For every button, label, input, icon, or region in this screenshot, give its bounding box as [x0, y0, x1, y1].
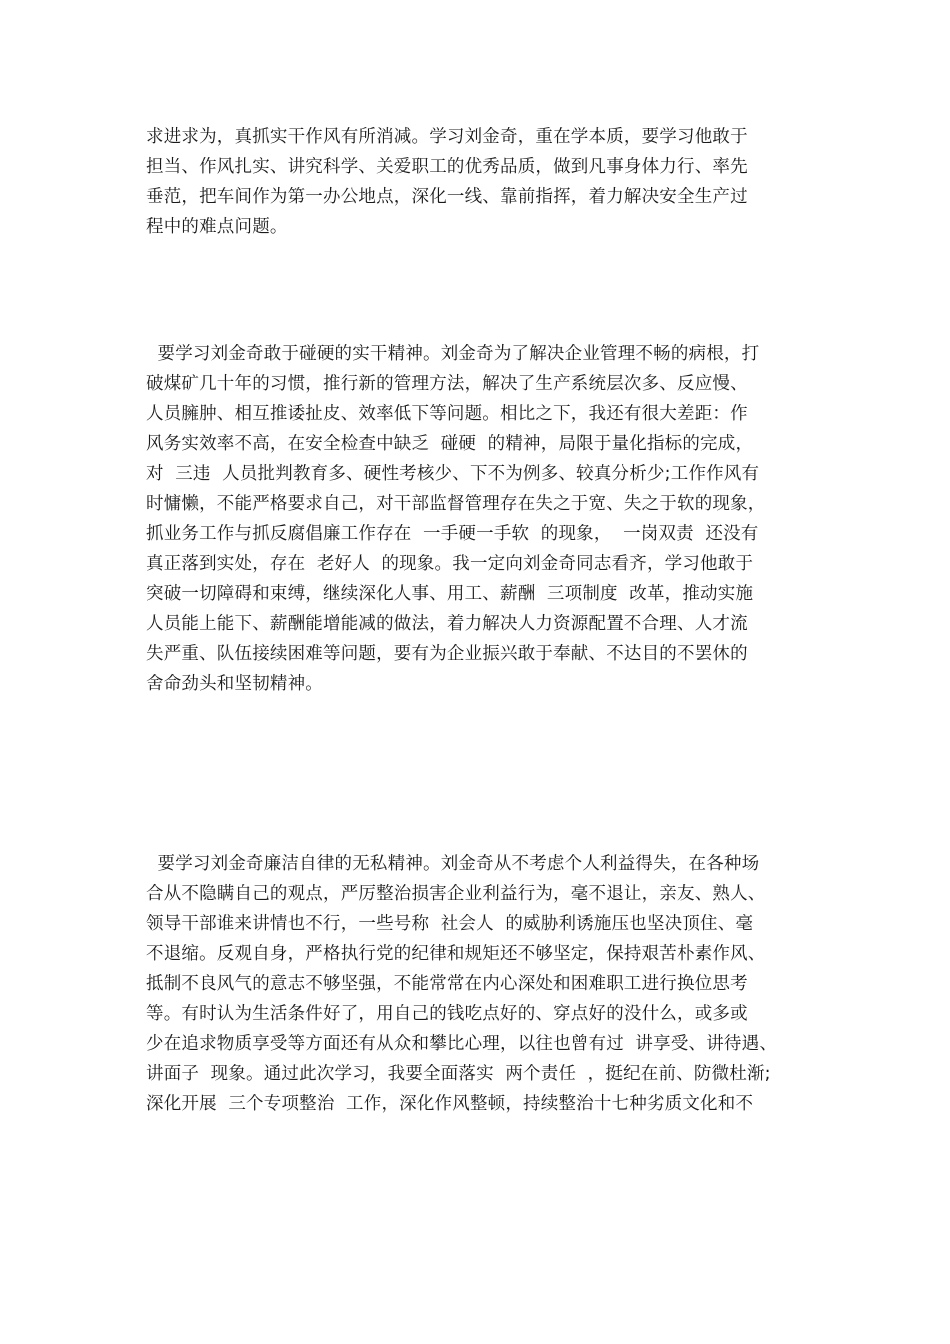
- text-line: 要学习刘金奇廉洁自律的无私精神。刘金奇从不考虑个人利益得失，在各种场: [146, 854, 760, 874]
- text-line: 人员臃肿、相互推诿扯皮、效率低下等问题。相比之下，我还有很大差距：作: [146, 404, 748, 424]
- text-line: 求进求为，真抓实干作风有所消减。学习刘金奇，重在学本质，要学习他敢于: [146, 127, 748, 147]
- text-line: 深化开展 三个专项整治 工作，深化作风整顿，持续整治十七种劣质文化和不: [146, 1094, 754, 1114]
- text-line: 合从不隐瞒自己的观点，严厉整治损害企业利益行为，毫不退让，亲友、熟人、: [146, 884, 766, 904]
- paragraph-2: [146, 339, 826, 699]
- text-line: 真正落到实处，存在 老好人 的现象。我一定向刘金奇同志看齐，学习他敢于: [146, 554, 754, 574]
- text-line: 突破一切障碍和束缚，继续深化人事、用工、薪酬 三项制度 改革，推动实施: [146, 584, 754, 604]
- text-line: 人员能上能下、薪酬能增能减的做法，着力解决人力资源配置不合理、人才流: [146, 614, 748, 634]
- text-line: 担当、作风扎实、讲究科学、关爱职工的优秀品质，做到凡事身体力行、率先: [146, 157, 748, 177]
- text-line: 风务实效率不高，在安全检查中缺乏 碰硬 的精神，局限于量化指标的完成，: [146, 434, 754, 454]
- text-line: 破煤矿几十年的习惯，推行新的管理方法，解决了生产系统层次多、反应慢、: [146, 374, 748, 394]
- text-line: 少在追求物质享受等方面还有从众和攀比心理，以往也曾有过 讲享受、讲待遇、: [146, 1034, 778, 1054]
- text-line: 对 三违 人员批判教育多、硬性考核少、下不为例多、较真分析少;工作作风有: [146, 464, 760, 484]
- text-line: 时慵懒，不能严格要求自己，对干部监督管理存在失之于宽、失之于软的现象，: [146, 494, 766, 514]
- text-line: 舍命劲头和坚韧精神。: [146, 674, 323, 694]
- text-line: 程中的难点问题。: [146, 217, 288, 237]
- paragraph-1: [146, 122, 826, 242]
- text-line: 要学习刘金奇敢于碰硬的实干精神。刘金奇为了解决企业管理不畅的病根，打: [146, 344, 760, 364]
- text-line: 领导干部谁来讲情也不行，一些号称 社会人 的威胁利诱施压也坚决顶住、毫: [146, 914, 754, 934]
- text-line: 抵制不良风气的意志不够坚强，不能常常在内心深处和困难职工进行换位思考: [146, 974, 748, 994]
- text-line: 讲面子 现象。通过此次学习，我要全面落实 两个责任 ，挺纪在前、防微杜渐;: [146, 1064, 771, 1084]
- text-line: 等。有时认为生活条件好了，用自己的钱吃点好的、穿点好的没什么，或多或: [146, 1004, 748, 1024]
- text-line: 抓业务工作与抓反腐倡廉工作存在 一手硬一手软 的现象， 一岗双责 还没有: [146, 524, 759, 544]
- text-line: 不退缩。反观自身，严格执行党的纪律和规矩还不够坚定，保持艰苦朴素作风、: [146, 944, 766, 964]
- text-line: 垂范，把车间作为第一办公地点，深化一线、靠前指挥，着力解决安全生产过: [146, 187, 748, 207]
- text-line: 失严重、队伍接续困难等问题，要有为企业振兴敢于奉献、不达目的不罢休的: [146, 644, 748, 664]
- paragraph-3: [146, 849, 826, 1119]
